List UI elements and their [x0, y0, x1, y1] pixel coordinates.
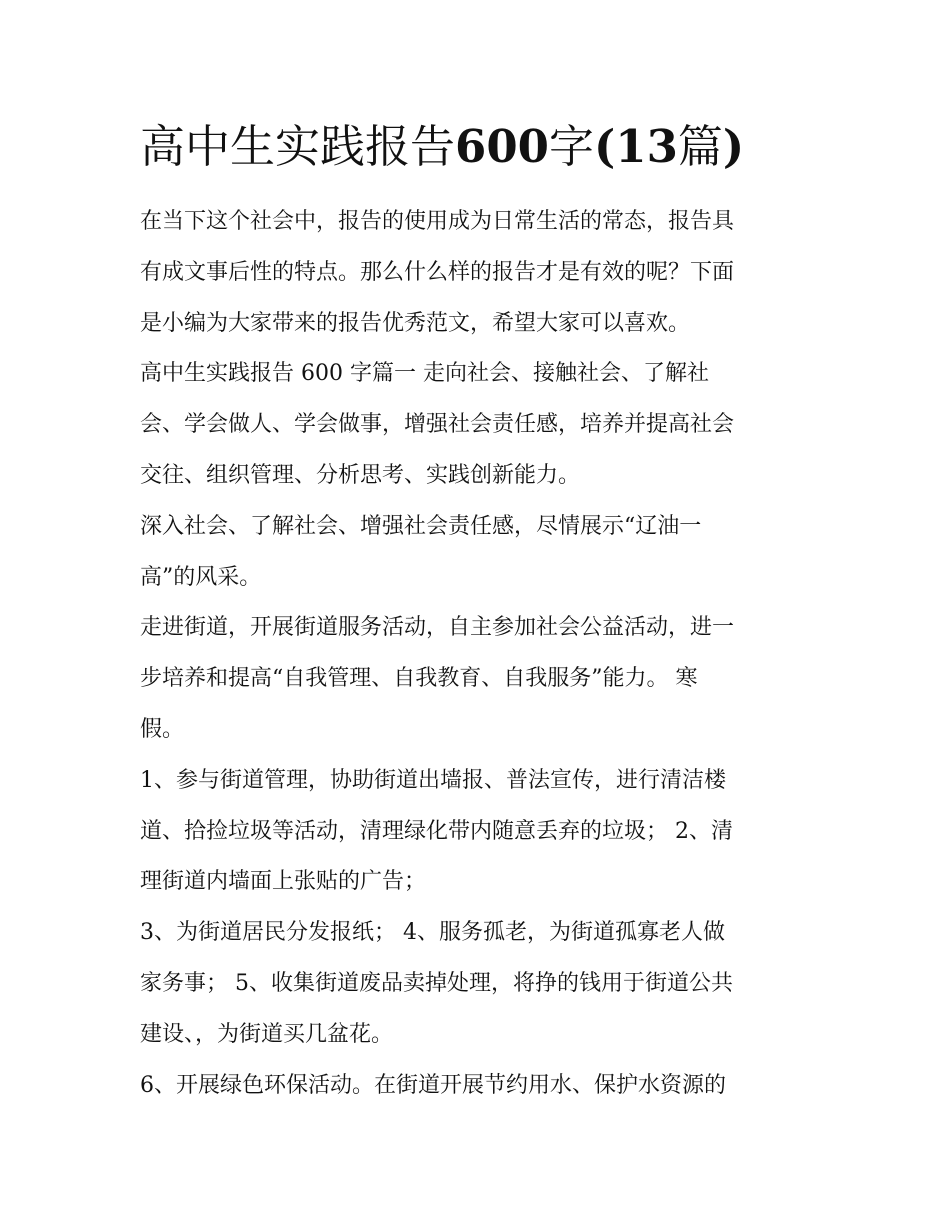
text-line: 在当下这个社会中，报告的使用成为日常生活的常态，报告具 [140, 209, 735, 234]
text-line: 高中生实践报告 600 字篇一 走向社会、接触社会、了解社 [140, 361, 709, 387]
text-line: 走进街道，开展街道服务活动，自主参加社会公益活动，进一 [140, 615, 735, 641]
text-line: 是小编为大家带来的报告优秀范文，希望大家可以喜欢。 [140, 310, 691, 336]
text-line: 假。 [140, 716, 185, 742]
text-line: 高”的风采。 [140, 564, 262, 590]
paragraph-item-1-2 [140, 756, 820, 908]
text-line: 交往、组织管理、分析思考、实践创新能力。 [140, 462, 581, 488]
title-text-3: 篇 [677, 120, 723, 173]
paragraph-purpose [140, 502, 820, 604]
title-close-paren: ) [722, 120, 745, 173]
document-title [140, 112, 840, 182]
text-line: 建设、，为街道买几盆花。 [140, 1021, 394, 1047]
paragraph-goals [140, 349, 820, 501]
document-body [140, 197, 820, 1111]
text-line: 深入社会、了解社会、增强社会责任感，尽情展示“辽油一 [140, 513, 702, 539]
text-line: 步培养和提高“自我管理、自我教育、自我服务”能力。 寒 [140, 666, 698, 692]
text-line: 道、拾捡垃圾等活动，清理绿化带内随意丢弃的垃圾； 2、清 [140, 818, 733, 844]
text-line: 有成文事后性的特点。那么什么样的报告才是有效的呢？下面 [140, 259, 735, 285]
paragraph-item-3-5 [140, 908, 820, 1060]
paragraph-activities [140, 603, 820, 755]
text-line: 1、参与街道管理，协助街道出墙报、普法宣传，进行清洁楼 [140, 767, 726, 793]
title-text-2: 字 [548, 120, 594, 173]
title-number-600: 600 [455, 120, 549, 173]
text-line: 家务事； 5、收集街道废品卖掉处理，将挣的钱用于街道公共 [140, 970, 733, 996]
text-line: 理街道内墙面上张贴的广告； [140, 869, 427, 895]
title-text-1: 高中生实践报告 [140, 120, 456, 173]
paragraph-intro [140, 197, 820, 349]
paragraph-item-6 [140, 1061, 820, 1112]
text-line: 会、学会做人、学会做事，增强社会责任感，培养并提高社会 [140, 412, 735, 438]
text-line: 6、开展绿色环保活动。在街道开展节约用水、保护水资源的 [140, 1072, 726, 1098]
text-line: 3、为街道居民分发报纸； 4、服务孤老，为街道孤寡老人做 [140, 920, 725, 946]
title-count: (13 [593, 120, 678, 173]
